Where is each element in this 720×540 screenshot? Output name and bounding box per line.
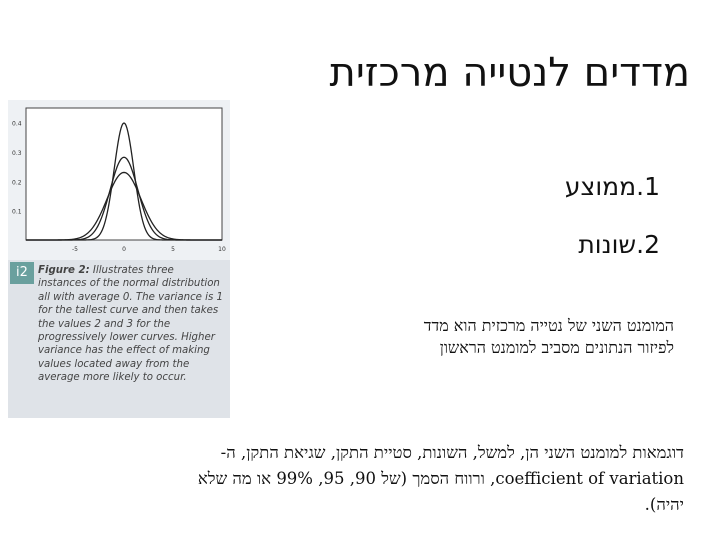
caption-body: Illustrates three instances of the normal distribution all with average 0. The variance is 1 for the tallest curve and then takes the values 2 and 3 for the progressively lower curves. Higher variance has the effect of making values located away from the average more likely to occur. <box>38 265 224 384</box>
footer-line: דוגמאות למומנט השני הן, למשל, השונות, סטיית התקן, שגיאת התקן, ה- <box>220 443 684 462</box>
figure-caption <box>8 260 230 418</box>
list-item-number: 1. <box>636 172 660 201</box>
slide-title: מדדים לנטייה מרכזית <box>329 50 690 96</box>
caption-label: Figure 2: <box>38 265 90 276</box>
y-tick-label: 0.2 <box>12 179 22 187</box>
paragraph-line: לפיזור הנתונים מסביב למומנט הראשון <box>439 338 674 357</box>
footer-line: coefficient of variation, ורווח הסמך (של 90, 95, 99% או מה שלא <box>197 469 684 488</box>
list-item-label: שונות <box>578 230 637 259</box>
examples-paragraph <box>34 440 684 518</box>
x-tick-label: -5 <box>72 246 78 253</box>
list-item-mean <box>565 172 660 201</box>
footer-line: יהיה). <box>644 495 684 514</box>
list-item-variance <box>578 230 660 259</box>
x-tick-label: 10 <box>218 246 226 253</box>
y-tick-label: 0.4 <box>12 120 22 128</box>
plot-frame <box>26 108 222 240</box>
y-tick-label: 0.1 <box>12 208 22 216</box>
x-tick-label: 5 <box>171 246 175 253</box>
list-item-number: 2. <box>636 230 660 259</box>
normal-distribution-figure <box>8 100 230 418</box>
caption-text <box>38 264 224 385</box>
caption-number-badge: i2 <box>10 262 34 284</box>
x-tick-label: 0 <box>122 246 126 253</box>
paragraph-line: המומנט השני של נטייה מרכזית הוא מדד <box>423 316 674 335</box>
list-item-label: ממוצע <box>564 172 637 201</box>
second-moment-paragraph <box>294 315 674 359</box>
normal-curves-plot <box>8 100 230 260</box>
y-tick-label: 0.3 <box>12 150 22 157</box>
